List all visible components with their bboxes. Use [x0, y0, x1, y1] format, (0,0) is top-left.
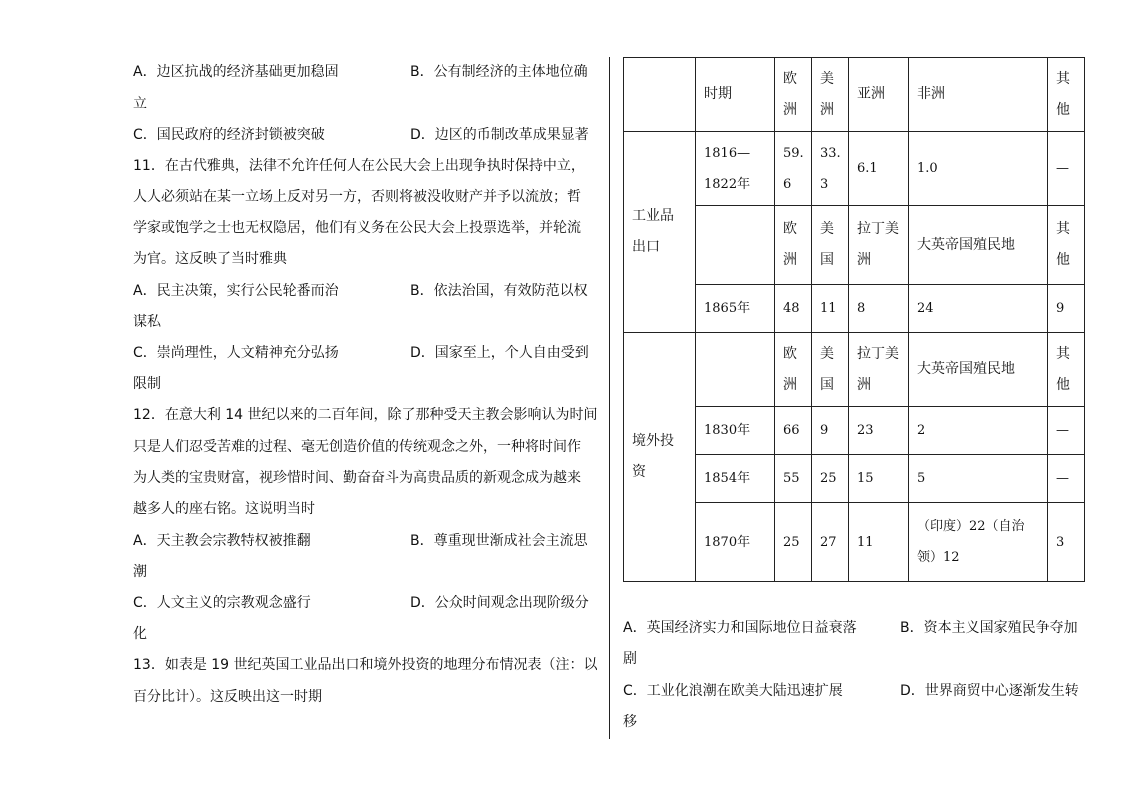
q11-option-c: C．崇尚理性，人文精神充分弘扬: [133, 345, 339, 361]
q13-option-d-wrap: 移: [623, 714, 637, 730]
q10-option-a: A．边区抗战的经济基础更加稳固: [133, 64, 339, 80]
column-divider: [609, 57, 610, 739]
row1-other: —: [1048, 132, 1085, 206]
q12-stem-line-4: 越多人的座右铭。这说明当时: [133, 501, 315, 517]
table-subheader-row: [624, 333, 1085, 407]
subheader-empty: [696, 333, 775, 407]
q13-option-b-wrap: 剧: [623, 651, 637, 667]
row2-period: 1865年: [696, 285, 775, 333]
q12-option-b: B．尊重现世渐成社会主流思: [410, 533, 588, 549]
q10-option-d: D．边区的币制改革成果显著: [410, 127, 589, 143]
q12-stem-line-3: 为人类的宝贵财富，视珍惜时间、勤奋奋斗为高贵品质的新观念成为越来: [133, 470, 581, 486]
row5-europe: 25: [775, 503, 812, 582]
trade-investment-table: [623, 57, 1085, 582]
q11-stem-line-3: 学家或饱学之士也无权隐居，他们有义务在公民大会上投票选举，并轮流: [133, 220, 581, 236]
q12-option-c: C．人文主义的宗教观念盛行: [133, 595, 311, 611]
subheader-latin-america: 拉丁美 洲: [849, 333, 909, 407]
row3-europe: 66: [775, 407, 812, 455]
row3-other: —: [1048, 407, 1085, 455]
subheader-usa: 美 国: [812, 333, 849, 407]
subheader-other: 其 他: [1048, 206, 1085, 285]
row4-latin-america: 15: [849, 455, 909, 503]
q13-option-a: A．英国经济实力和国际地位日益衰落: [623, 620, 857, 636]
row1-africa: 1.0: [909, 132, 1048, 206]
investment-label: 境外投 资: [624, 333, 696, 582]
q11-option-b-wrap: 谋私: [133, 314, 161, 330]
q11-stem-line-2: 人人必须站在某一立场上反对另一方，否则将被没收财产并予以流放；哲: [133, 189, 581, 205]
subheader-empty: [696, 206, 775, 285]
header-other: 其 他: [1048, 58, 1085, 132]
header-period: 时期: [696, 58, 775, 132]
q12-option-a: A．天主教会宗教特权被推翻: [133, 533, 311, 549]
row5-period: 1870年: [696, 503, 775, 582]
row4-other: —: [1048, 455, 1085, 503]
subheader-usa: 美 国: [812, 206, 849, 285]
subheader-europe: 欧 洲: [775, 333, 812, 407]
header-america: 美 洲: [812, 58, 849, 132]
row3-period: 1830年: [696, 407, 775, 455]
row5-colonies: （印度）22（自治 领）12: [909, 503, 1048, 582]
table-corner-cell: [624, 58, 696, 132]
row5-latin-america: 11: [849, 503, 909, 582]
q10-option-b-wrap: 立: [133, 96, 147, 112]
q13-option-b: B．资本主义国家殖民争夺加: [900, 620, 1078, 636]
q13-option-d: D．世界商贸中心逐渐发生转: [900, 683, 1079, 699]
q12-stem-line-2: 只是人们忍受苦难的过程、毫无创造价值的传统观念之外，一种将时间作: [133, 439, 581, 455]
table-header-row: [624, 58, 1085, 132]
subheader-colonies: 大英帝国殖民地: [909, 206, 1048, 285]
q11-option-a: A．民主决策，实行公民轮番而治: [133, 283, 339, 299]
row2-europe: 48: [775, 285, 812, 333]
row1-america: 33. 3: [812, 132, 849, 206]
row1-period: 1816— 1822年: [696, 132, 775, 206]
header-asia: 亚洲: [849, 58, 909, 132]
q13-stem-line-1: 13．如表是 19 世纪英国工业品出口和境外投资的地理分布情况表（注：以: [133, 657, 598, 673]
row4-period: 1854年: [696, 455, 775, 503]
row2-colonies: 24: [909, 285, 1048, 333]
q12-option-b-wrap: 潮: [133, 564, 147, 580]
row4-europe: 55: [775, 455, 812, 503]
table-row: [624, 132, 1085, 206]
row4-colonies: 5: [909, 455, 1048, 503]
row3-usa: 9: [812, 407, 849, 455]
subheader-colonies: 大英帝国殖民地: [909, 333, 1048, 407]
row2-other: 9: [1048, 285, 1085, 333]
row3-colonies: 2: [909, 407, 1048, 455]
q12-stem-line-1: 12．在意大利 14 世纪以来的二百年间，除了那种受天主教会影响认为时间: [133, 407, 598, 423]
row1-asia: 6.1: [849, 132, 909, 206]
row1-europe: 59. 6: [775, 132, 812, 206]
header-europe: 欧 洲: [775, 58, 812, 132]
q10-option-b: B．公有制经济的主体地位确: [410, 64, 588, 80]
subheader-europe: 欧 洲: [775, 206, 812, 285]
q11-stem-line-1: 11．在古代雅典，法律不允许任何人在公民大会上出现争执时保持中立，: [133, 158, 585, 174]
header-africa: 非洲: [909, 58, 1048, 132]
row3-latin-america: 23: [849, 407, 909, 455]
q13-option-c: C．工业化浪潮在欧美大陆迅速扩展: [623, 683, 843, 699]
export-label: 工业品 出口: [624, 132, 696, 333]
q11-stem-line-4: 为官。这反映了当时雅典: [133, 251, 287, 267]
q13-stem-line-2: 百分比计）。这反映出这一时期: [133, 689, 322, 705]
q11-option-d: D．国家至上，个人自由受到: [410, 345, 589, 361]
q11-option-d-wrap: 限制: [133, 376, 161, 392]
q10-option-c: C．国民政府的经济封锁被突破: [133, 127, 325, 143]
row2-latin-america: 8: [849, 285, 909, 333]
q12-option-d-wrap: 化: [133, 626, 147, 642]
subheader-latin-america: 拉丁美 洲: [849, 206, 909, 285]
row5-other: 3: [1048, 503, 1085, 582]
row4-usa: 25: [812, 455, 849, 503]
q12-option-d: D．公众时间观念出现阶级分: [410, 595, 589, 611]
row5-usa: 27: [812, 503, 849, 582]
q11-option-b: B．依法治国，有效防范以权: [410, 283, 588, 299]
row2-usa: 11: [812, 285, 849, 333]
subheader-other: 其 他: [1048, 333, 1085, 407]
